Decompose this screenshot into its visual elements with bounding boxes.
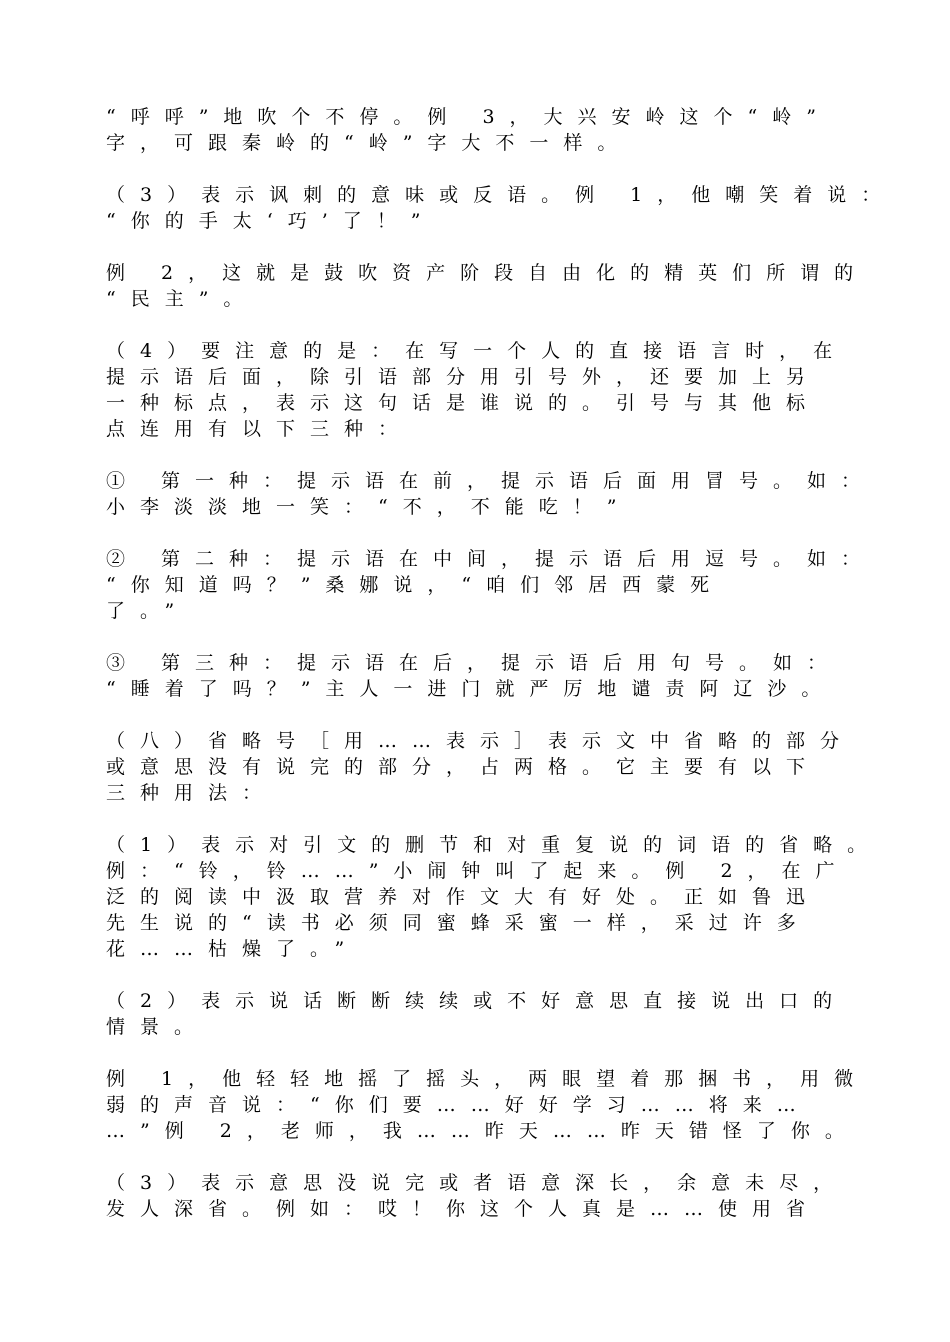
text-line: （3）表示讽刺的意味或反语。例 1，他嘲笑着说： <box>106 184 896 206</box>
text-line: 点连用有以下三种： <box>106 418 413 440</box>
document-body <box>106 104 896 1248</box>
text-line: 或意思没有说完的部分，占两格。它主要有以下 <box>106 756 821 778</box>
paragraph <box>106 650 866 702</box>
text-line: （八）省略号［用……表示］表示文中省略的部分 <box>106 730 855 752</box>
text-line: 发人深省。例如：哎！你这个人真是……使用省 <box>106 1198 821 1220</box>
text-line: ② 第二种：提示语在中间，提示语后用逗号。如： <box>106 548 876 570</box>
text-line: 花……枯燥了。” <box>106 938 360 960</box>
paragraph <box>106 182 896 234</box>
paragraph <box>106 468 876 520</box>
text-line: 提示语后面，除引语部分用引号外，还要加上另 <box>106 366 821 388</box>
paragraph <box>106 832 882 962</box>
text-line: 三种用法： <box>106 782 277 804</box>
text-line: 情景。 <box>106 1016 209 1038</box>
text-line: “呼呼”地吹个不停。例 3，大兴安岭这个“岭” <box>106 106 831 128</box>
paragraph <box>106 988 866 1040</box>
text-line: （1）表示对引文的删节和对重复说的词语的省略。 <box>106 834 882 856</box>
text-line: 小李淡淡地一笑：“不，不能吃！” <box>106 496 632 518</box>
text-line: 泛的阅读中汲取营养对作文大有好处。正如鲁迅 <box>106 886 821 908</box>
text-line: ③ 第三种：提示语在后，提示语后用句号。如： <box>106 652 842 674</box>
text-line: 例：“铃，铃……”小闹钟叫了起来。例 2，在广 <box>106 860 850 882</box>
paragraph <box>106 1066 869 1144</box>
text-line: “睡着了吗？”主人一进门就严厉地谴责阿辽沙。 <box>106 678 836 700</box>
text-line: ① 第一种：提示语在前，提示语后面用冒号。如： <box>106 470 876 492</box>
paragraph <box>106 104 866 156</box>
paragraph <box>106 728 866 806</box>
text-line: 字，可跟秦岭的“岭”字大不一样。 <box>106 132 632 154</box>
text-line: 弱的声音说：“你们要……好好学习……将来… <box>106 1094 811 1116</box>
text-line: 先生说的“读书必须同蜜蜂采蜜一样，采过许多 <box>106 912 811 934</box>
text-line: “民主”。 <box>106 288 258 310</box>
text-line: （2）表示说话断断续续或不好意思直接说出口的 <box>106 990 848 1012</box>
text-line: 了。” <box>106 600 190 622</box>
text-line: “你的手太‘巧’了！” <box>106 210 436 232</box>
paragraph <box>106 1170 866 1222</box>
paragraph <box>106 260 869 312</box>
text-line: （3）表示意思没说完或者语意深长，余意未尽， <box>106 1172 848 1194</box>
text-line: 例 1，他轻轻地摇了摇头，两眼望着那捆书，用微 <box>106 1068 869 1090</box>
text-line: 一种标点，表示这句话是谁说的。引号与其他标 <box>106 392 821 414</box>
text-line: “你知道吗？”桑娜说，“咱们邻居西蒙死 <box>106 574 725 596</box>
paragraph <box>106 546 876 624</box>
text-line: 例 2，这就是鼓吹资产阶段自由化的精英们所谓的 <box>106 262 869 284</box>
text-line: （4）要注意的是：在写一个人的直接语言时，在 <box>106 340 848 362</box>
text-line: …”例 2，老师，我……昨天……昨天错怪了你。 <box>106 1120 859 1142</box>
paragraph <box>106 338 866 442</box>
